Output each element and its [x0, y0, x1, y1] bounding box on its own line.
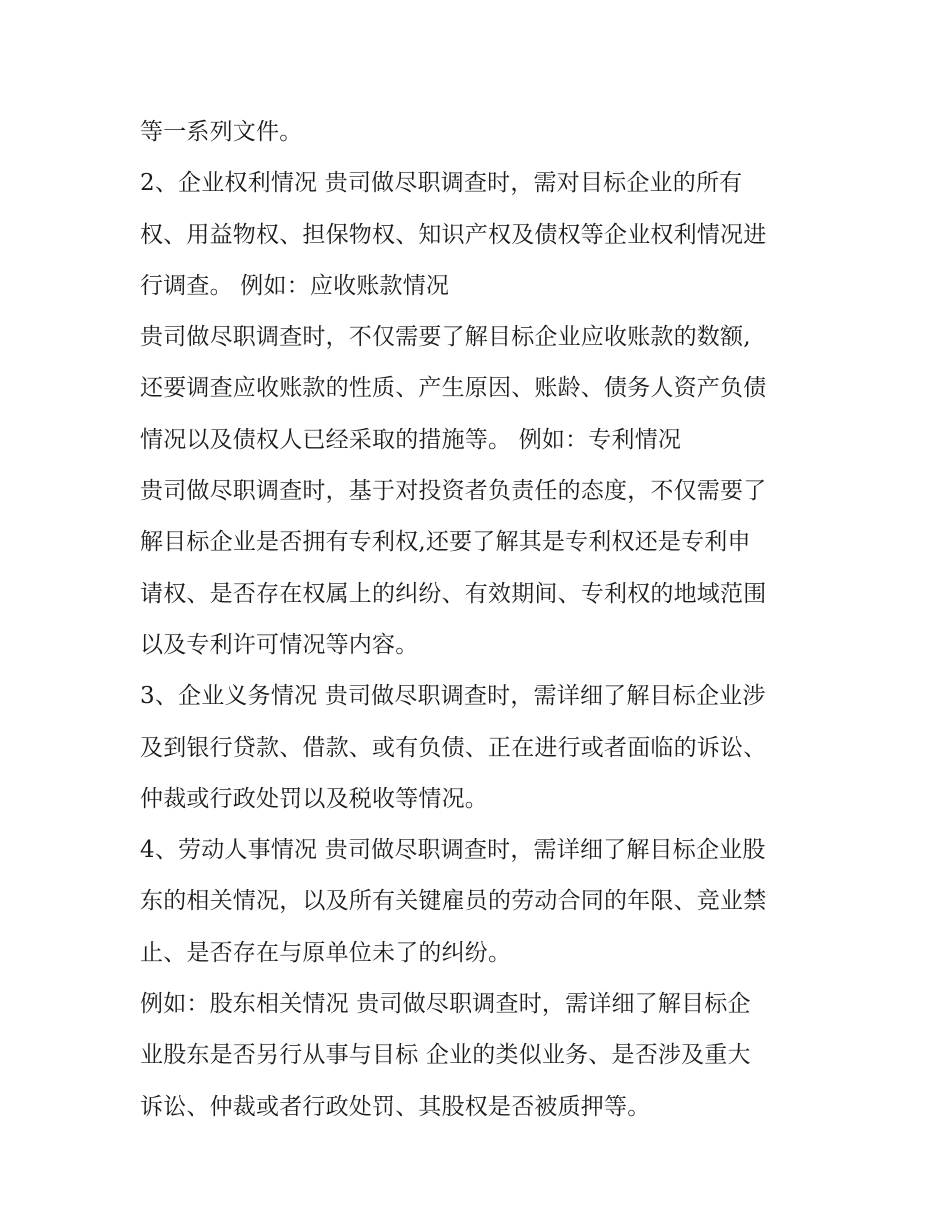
text-line: 还要调查应收账款的性质、产生原因、账龄、债务人资产负债 [140, 375, 767, 402]
text-line: 解目标企业是否拥有专利权,还要了解其是专利权还是专利申 [140, 529, 751, 556]
text-line: 仲裁或行政处罚以及税收等情况。 [140, 785, 488, 812]
text-line: 4、劳动人事情况 贵司做尽职调查时，需详细了解目标企业股 [140, 837, 766, 864]
text-line: 3、企业义务情况 贵司做尽职调查时，需详细了解目标企业涉 [140, 683, 766, 710]
text-line: 2、企业权利情况 贵司做尽职调查时，需对目标企业的所有 [140, 170, 743, 197]
document-body [140, 107, 820, 1133]
text-line: 止、是否存在与原单位未了的纠纷。 [140, 939, 512, 966]
text-line: 诉讼、仲裁或者行政处罚、其股权是否被质押等。 [140, 1093, 651, 1120]
text-line: 权、用益物权、担保物权、知识产权及债权等企业权利情况进 [140, 221, 767, 248]
text-line: 以及专利许可情况等内容。 [140, 631, 419, 658]
text-line: 请权、是否存在权属上的纠纷、有效期间、专利权的地域范围 [140, 580, 767, 607]
text-line: 行调查。 例如：应收账款情况 [140, 272, 450, 299]
text-line: 情况以及债权人已经采取的措施等。 例如：专利情况 [140, 426, 682, 453]
text-line: 贵司做尽职调查时，不仅需要了解目标企业应收账款的数额, [140, 324, 751, 351]
text-line: 等一系列文件。 [140, 119, 303, 145]
text-line: 业股东是否另行从事与目标 企业的类似业务、是否涉及重大 [140, 1042, 751, 1069]
text-line: 贵司做尽职调查时，基于对投资者负责任的态度，不仅需要了 [140, 478, 767, 505]
text-line: 及到银行贷款、借款、或有负债、正在进行或者面临的诉讼、 [140, 734, 767, 761]
text-line: 东的相关情况，以及所有关键雇员的劳动合同的年限、竞业禁 [140, 888, 767, 915]
text-line: 例如：股东相关情况 贵司做尽职调查时，需详细了解目标企 [140, 991, 751, 1018]
